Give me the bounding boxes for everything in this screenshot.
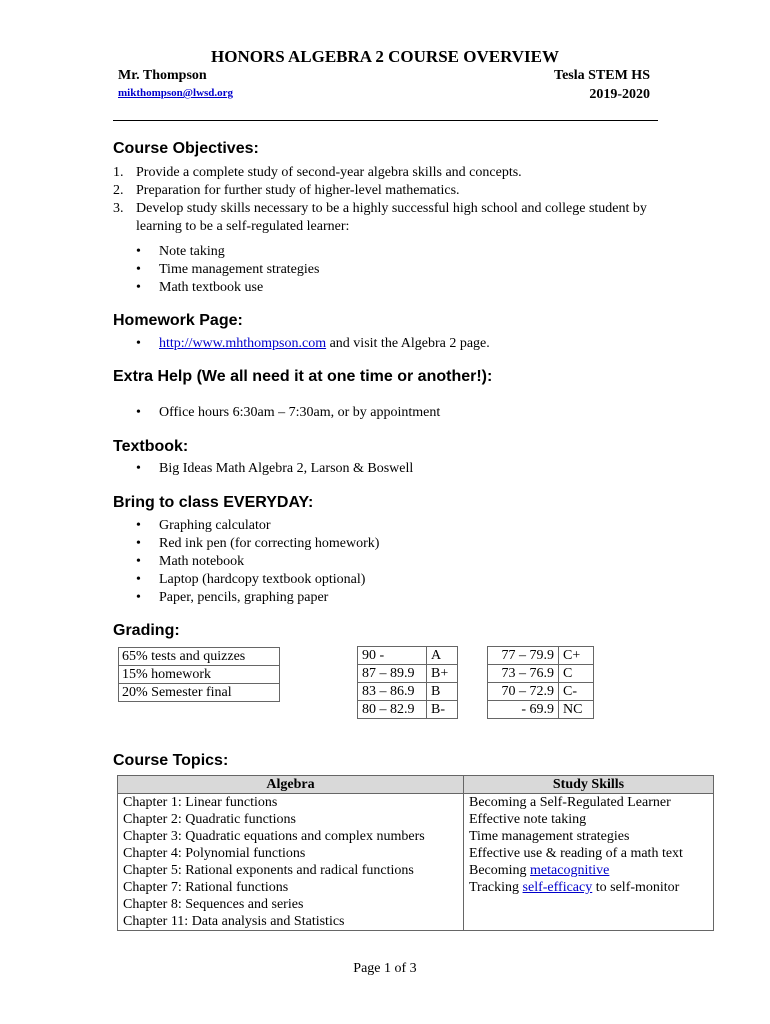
table-row bbox=[488, 665, 594, 683]
table-row bbox=[488, 701, 594, 719]
table-cell bbox=[464, 896, 714, 913]
textbook-list bbox=[136, 460, 413, 478]
extra-help-heading: Extra Help (We all need it at one time or another!): bbox=[113, 368, 493, 385]
table-cell: C bbox=[559, 665, 594, 683]
table-cell: Chapter 8: Sequences and series bbox=[118, 896, 464, 913]
table-cell: Chapter 11: Data analysis and Statistics bbox=[118, 913, 464, 931]
table-cell: B+ bbox=[427, 665, 458, 683]
table-cell: C+ bbox=[559, 647, 594, 665]
list-item: • http://www.mhthompson.com and visit the Algebra 2 page. bbox=[136, 335, 490, 353]
table-cell: B- bbox=[427, 701, 458, 719]
table-row bbox=[119, 666, 280, 684]
table-cell: 73 – 76.9 bbox=[488, 665, 559, 683]
objectives-heading: Course Objectives: bbox=[113, 140, 259, 157]
table-cell: - 69.9 bbox=[488, 701, 559, 719]
table-cell: A bbox=[427, 647, 458, 665]
page-number: Page 1 of 3 bbox=[353, 961, 417, 976]
table-row bbox=[488, 683, 594, 701]
objective-subitems bbox=[136, 243, 319, 297]
bring-heading: Bring to class EVERYDAY: bbox=[113, 494, 314, 511]
table-cell: Becoming a Self-Regulated Learner bbox=[464, 794, 714, 812]
list-item: • Math notebook bbox=[136, 553, 379, 571]
table-row bbox=[118, 794, 714, 812]
table-header-row bbox=[118, 776, 714, 794]
table-row bbox=[488, 647, 594, 665]
page-title: HONORS ALGEBRA 2 COURSE OVERVIEW bbox=[211, 47, 559, 66]
list-item: • Time management strategies bbox=[136, 261, 319, 279]
table-cell: 90 - bbox=[358, 647, 427, 665]
table-row bbox=[119, 648, 280, 666]
homework-link[interactable]: http://www.mhthompson.com bbox=[159, 336, 327, 351]
table-cell: 83 – 86.9 bbox=[358, 683, 427, 701]
table-cell: 87 – 89.9 bbox=[358, 665, 427, 683]
email-link[interactable]: mikthompson@lwsd.org bbox=[118, 87, 234, 99]
objective-item: 2. Preparation for further study of higher-level mathematics. bbox=[113, 183, 460, 198]
table-cell: Chapter 3: Quadratic equations and complex numbers bbox=[118, 828, 464, 845]
textbook-heading: Textbook: bbox=[113, 438, 189, 455]
topics-heading: Course Topics: bbox=[113, 752, 229, 769]
grade-scale-table-left bbox=[357, 646, 458, 719]
self-efficacy-link[interactable]: self-efficacy bbox=[522, 880, 593, 895]
table-cell: 80 – 82.9 bbox=[358, 701, 427, 719]
table-row bbox=[118, 896, 714, 913]
table-row bbox=[119, 684, 280, 702]
table-cell: 15% homework bbox=[119, 666, 280, 684]
table-row bbox=[358, 683, 458, 701]
table-cell: Effective note taking bbox=[464, 811, 714, 828]
table-row bbox=[358, 647, 458, 665]
homework-list bbox=[136, 335, 490, 353]
list-item: • Laptop (hardcopy textbook optional) bbox=[136, 571, 379, 589]
table-cell: Chapter 1: Linear functions bbox=[118, 794, 464, 812]
extra-help-list bbox=[136, 404, 440, 422]
teacher-name: Mr. Thompson bbox=[118, 68, 207, 83]
column-header-algebra: Algebra bbox=[118, 776, 464, 794]
table-cell: Tracking self-efficacy to self-monitor bbox=[464, 879, 714, 896]
list-item: • Math textbook use bbox=[136, 279, 319, 297]
table-cell bbox=[464, 913, 714, 931]
table-cell: 77 – 79.9 bbox=[488, 647, 559, 665]
table-cell: Chapter 5: Rational exponents and radical functions bbox=[118, 862, 464, 879]
table-cell: Becoming metacognitive bbox=[464, 862, 714, 879]
bring-list bbox=[136, 517, 379, 607]
school-year: 2019-2020 bbox=[589, 87, 650, 102]
school-name: Tesla STEM HS bbox=[554, 68, 650, 83]
list-item: • Paper, pencils, graphing paper bbox=[136, 589, 379, 607]
table-row bbox=[358, 665, 458, 683]
table-cell: 65% tests and quizzes bbox=[119, 648, 280, 666]
table-row bbox=[118, 879, 714, 896]
table-row bbox=[118, 862, 714, 879]
table-cell: Chapter 4: Polynomial functions bbox=[118, 845, 464, 862]
objectives-list bbox=[113, 164, 673, 236]
table-row bbox=[358, 701, 458, 719]
table-cell: Time management strategies bbox=[464, 828, 714, 845]
objective-item: 1. Provide a complete study of second-year algebra skills and concepts. bbox=[113, 165, 522, 180]
list-item: • Red ink pen (for correcting homework) bbox=[136, 535, 379, 553]
homework-heading: Homework Page: bbox=[113, 312, 243, 329]
table-cell: NC bbox=[559, 701, 594, 719]
table-row bbox=[118, 845, 714, 862]
grade-weights-table bbox=[118, 647, 280, 702]
list-item: • Big Ideas Math Algebra 2, Larson & Boswell bbox=[136, 460, 413, 478]
table-cell: Chapter 2: Quadratic functions bbox=[118, 811, 464, 828]
table-row bbox=[118, 913, 714, 931]
header-divider bbox=[113, 120, 658, 121]
table-row bbox=[118, 828, 714, 845]
list-item: • Office hours 6:30am – 7:30am, or by appointment bbox=[136, 404, 440, 422]
table-row bbox=[118, 811, 714, 828]
table-cell: C- bbox=[559, 683, 594, 701]
objective-item: 3. Develop study skills necessary to be a highly successful high school and college student by learning to be a self-regulated learner: bbox=[113, 201, 647, 234]
grade-scale-table-right bbox=[487, 646, 594, 719]
metacognitive-link[interactable]: metacognitive bbox=[530, 863, 610, 878]
list-item: • Note taking bbox=[136, 243, 319, 261]
column-header-study-skills: Study Skills bbox=[464, 776, 714, 794]
list-item: • Graphing calculator bbox=[136, 517, 379, 535]
table-cell: 70 – 72.9 bbox=[488, 683, 559, 701]
table-cell: Effective use & reading of a math text bbox=[464, 845, 714, 862]
grading-heading: Grading: bbox=[113, 622, 180, 639]
table-cell: B bbox=[427, 683, 458, 701]
course-topics-table bbox=[117, 775, 714, 931]
table-cell: Chapter 7: Rational functions bbox=[118, 879, 464, 896]
table-cell: 20% Semester final bbox=[119, 684, 280, 702]
